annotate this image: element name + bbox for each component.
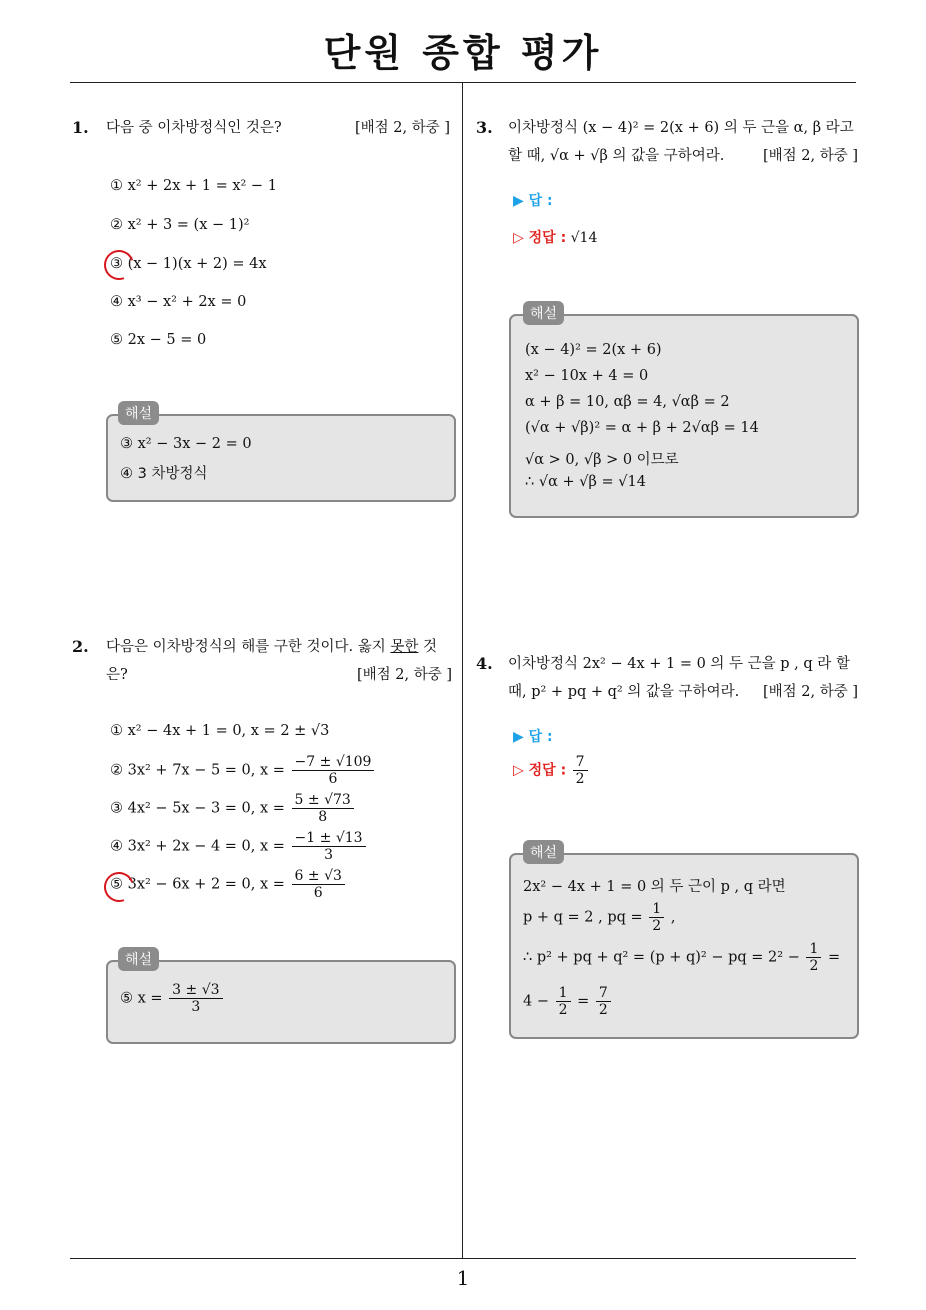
q4-exp-4-den2: 2 [598, 1002, 608, 1018]
q1-choice-4[interactable]: ④ x³ − x² + 2x = 0 [110, 294, 247, 310]
q4-answer-row[interactable] [513, 726, 553, 746]
q3-line-2-row [508, 142, 858, 170]
q1-explanation-box [106, 414, 456, 502]
q4-key-den: 2 [575, 771, 585, 787]
q2-choice-4-eq: ④ 3x² + 2x − 4 = 0, x = [110, 838, 285, 855]
q4-explanation-box [509, 853, 859, 1039]
q2-choice-3-eq: ③ 4x² − 5x − 3 = 0, x = [110, 800, 285, 817]
q3-key-value: √14 [570, 230, 598, 246]
q4-exp-2-fraction [649, 901, 664, 934]
q4-exp-line-4 [523, 985, 613, 1018]
q2-choice-5[interactable] [110, 868, 347, 901]
q2-choice-2-num: −7 ± √109 [292, 754, 375, 771]
q4-exp-line-1: 2x² − 4x + 1 = 0 의 두 근이 p , q 라면 [523, 879, 786, 895]
q2-explanation-box [106, 960, 456, 1044]
q1-number: 1. [72, 118, 89, 137]
page-number: 1 [456, 1266, 470, 1290]
q4-explanation-tag: 해설 [523, 840, 564, 864]
q4-exp-line-2 [523, 901, 675, 934]
top-rule [70, 82, 856, 83]
q1-text [106, 114, 450, 142]
q2-question-line2 [106, 661, 452, 689]
q4-exp-3-den: 2 [809, 958, 819, 974]
bottom-rule [70, 1258, 856, 1259]
q4-meta: [배점 2, 하중 ] [762, 684, 858, 700]
q3-line-2: 할 때, √α + √β 의 값을 구하여라. [508, 148, 725, 164]
page-title: 단원 종합 평가 [323, 31, 603, 75]
q3-number: 3. [476, 118, 493, 137]
q4-exp-4-den: 2 [558, 1002, 568, 1018]
q3-text [508, 114, 858, 170]
q3-exp-line-6: ∴ √α + √β = √14 [525, 474, 646, 490]
q2-text-b: 것 [418, 639, 438, 655]
q3-exp-line-5: √α > 0, √β > 0 이므로 [525, 452, 679, 468]
q4-key-label: ▷ 정답 : [513, 762, 567, 779]
q3-key-label: ▷ 정답 : [513, 230, 567, 246]
column-divider [462, 83, 463, 1258]
q4-exp-4-eq: 4 − [523, 993, 549, 1010]
q1-choice-5[interactable]: ⑤ 2x − 5 = 0 [110, 332, 207, 348]
q4-key-num: 7 [573, 754, 588, 771]
q2-text-a: 다음은 이차방정식의 해를 구한 것이다. 옳지 [106, 639, 391, 655]
q2-explanation-tag: 해설 [118, 947, 159, 971]
q4-exp-4-num2: 7 [596, 985, 611, 1002]
q2-choice-5-num: 6 ± √3 [292, 868, 345, 885]
q2-exp-fraction [169, 982, 222, 1015]
q3-exp-line-4: (√α + √β)² = α + β + 2√αβ = 14 [525, 420, 759, 436]
q2-choice-4-den: 3 [324, 847, 334, 863]
q2-choice-3[interactable] [110, 792, 356, 825]
q3-meta: [배점 2, 하중 ] [762, 148, 858, 164]
q2-exp-den: 3 [191, 999, 201, 1015]
q1-meta: [배점 2, 하중 ] [354, 120, 450, 136]
q3-line-1: 이차방정식 (x − 4)² = 2(x + 6) 의 두 근을 α, β 라고 [508, 120, 854, 136]
q2-choice-1[interactable]: ① x² − 4x + 1 = 0, x = 2 ± √3 [110, 723, 330, 739]
q2-question-line1 [106, 633, 452, 661]
q4-line-2-row [508, 678, 858, 706]
q1-explanation-tag: 해설 [118, 401, 159, 425]
q2-choice-2[interactable] [110, 754, 376, 787]
q3-answer-row[interactable] [513, 190, 553, 210]
q4-answer-label: ▶ 답 : [513, 729, 553, 745]
q2-choice-4-fraction [292, 830, 366, 863]
q4-exp-3-eq: ∴ p² + pq + q² = (p + q)² − pq = 2² − [523, 949, 800, 966]
q1-choice-2[interactable]: ② x² + 3 = (x − 1)² [110, 217, 250, 233]
q4-key-fraction [573, 754, 588, 787]
q3-exp-line-2: x² − 10x + 4 = 0 [525, 368, 649, 384]
q2-text-2: 은? [106, 667, 128, 683]
q2-text-underlined: 못한 [390, 639, 419, 655]
q2-choice-4-num: −1 ± √13 [292, 830, 366, 847]
q2-choice-3-den: 8 [318, 809, 328, 825]
q4-exp-2-post: , [670, 909, 676, 926]
q3-exp-line-3: α + β = 10, αβ = 4, √αβ = 2 [525, 394, 730, 410]
q4-text [508, 650, 858, 706]
q2-choice-3-num: 5 ± √73 [292, 792, 354, 809]
q2-choice-2-eq: ② 3x² + 7x − 5 = 0, x = [110, 762, 285, 779]
q1-exp-line-1: ③ x² − 3x − 2 = 0 [120, 436, 252, 452]
q2-choice-5-fraction [292, 868, 345, 901]
q2-choice-5-eq: ⑤ 3x² − 6x + 2 = 0, x = [110, 876, 285, 893]
q4-exp-3-fraction [806, 941, 821, 974]
q3-exp-line-1: (x − 4)² = 2(x + 6) [525, 342, 662, 358]
q3-explanation-box [509, 314, 859, 518]
q1-exp-line-2: ④ 3 차방정식 [120, 466, 208, 482]
q2-choice-5-den: 6 [313, 885, 323, 901]
q4-exp-2-eq: p + q = 2 , pq = [523, 909, 643, 926]
q2-number: 2. [72, 637, 89, 656]
q1-choice-1[interactable]: ① x² + 2x + 1 = x² − 1 [110, 178, 277, 194]
q2-choice-2-den: 6 [328, 771, 338, 787]
q4-exp-4-mid: = [577, 993, 590, 1010]
q1-question: 다음 중 이차방정식인 것은? [106, 120, 282, 136]
q2-choice-4[interactable] [110, 830, 368, 863]
q1-choice-3[interactable]: ③ (x − 1)(x + 2) = 4x [110, 256, 267, 272]
q4-exp-line-3 [523, 941, 840, 974]
q2-meta: [배점 2, 하중 ] [356, 667, 452, 683]
q4-exp-4-fraction-1 [556, 985, 571, 1018]
q2-choice-3-fraction [292, 792, 354, 825]
q3-explanation-tag: 해설 [523, 301, 564, 325]
q4-key-row [513, 754, 590, 787]
q2-exp-eq: ⑤ x = [120, 990, 163, 1007]
q4-line-1: 이차방정식 2x² − 4x + 1 = 0 의 두 근을 p , q 라 할 [508, 656, 850, 672]
q4-exp-2-den: 2 [652, 918, 662, 934]
q4-exp-4-num: 1 [556, 985, 571, 1002]
q2-exp-num: 3 ± √3 [169, 982, 222, 999]
q2-text [106, 633, 452, 689]
q2-choice-2-fraction [292, 754, 375, 787]
q4-exp-4-fraction-2 [596, 985, 611, 1018]
q4-exp-3-post: = [828, 949, 841, 966]
q3-answer-label: ▶ 답 : [513, 193, 553, 209]
q4-exp-3-num: 1 [806, 941, 821, 958]
q4-number: 4. [476, 654, 493, 673]
q1-answer-circle-icon [99, 245, 139, 285]
q2-exp-line [120, 982, 225, 1015]
q3-key-row [513, 227, 597, 247]
q4-exp-2-num: 1 [649, 901, 664, 918]
q4-line-2: 때, p² + pq + q² 의 값을 구하여라. [508, 684, 740, 700]
